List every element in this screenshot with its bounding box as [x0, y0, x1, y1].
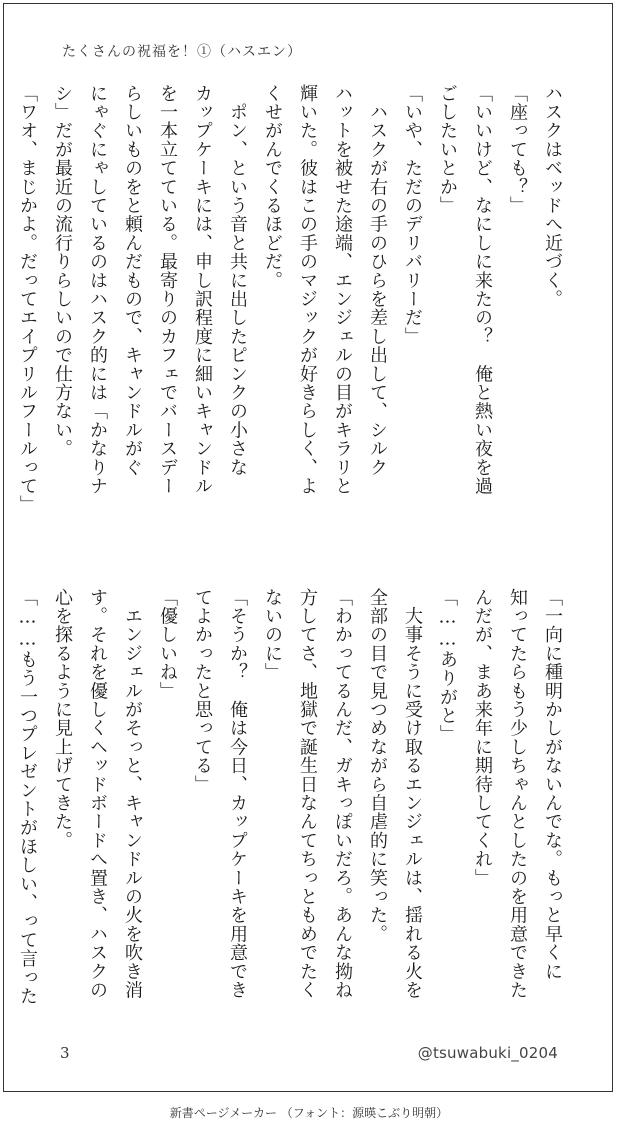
running-title: たくさんの祝福を！①（ハスエン） — [62, 44, 302, 60]
author-handle: @tsuwabuki_0204 — [417, 1044, 558, 1062]
page-frame — [3, 3, 613, 1092]
text-block-lower: 「一向に種明かしがないんでな。もっと早くに 知ってたらもう少しちゃんとしたのを用意できた んだが、まあ来年に期待してくれ」 「……ありがと」 大事そうに受け取るエンジェルは、揺れる火を 全部の目で見つめながら自虐的に笑った。 「わかってるんだ、ガキっぽいだろ。あんな拗ね 方してさ、地獄で誕生日なんてちっともめでたく ないのに」 「そうか？ 俺は今日、カップケーキを用意でき てよかったと思ってる」 「優しいね」 エンジェルがそっと、キャンドルの火を吹き消 す。それを優しくヘッドボードへ置き、ハスクの 心を探るように見上げてきた。 「……もう一つプレゼントがほしい、って言った — [17, 588, 563, 1006]
generator-credit: 新書ページメーカー （フォント：源暎こぶり明朝） — [169, 1106, 449, 1120]
text-block-upper: ハスクはベッドへ近づく。 「座っても？」 「いいけど、なにしに来たの？ 俺と熱い夜を過 ごしたいとか」 「いや、ただのデリバリーだ」 ハスクが右の手のひらを差し出して、シルク ハットを被せた途端、エンジェルの目がキラリと 輝いた。彼はこの手のマジックが好きらしく、よ くせがんでくるほどだ。 ポン、という音と共に出したピンクの小さな カップケーキには、申し訳程度に細いキャンドル を一本立てている。最寄りのカフェでバースデー らしいものをと頼んだもので、キャンドルがぐ にゃぐにゃしているのはハスク的には「かなりナ シ」だが最近の流行りらしいので仕方ない。 「ワオ、まじかよ。だってエイプリルフールって」 — [17, 84, 563, 515]
page-number: 3 — [60, 1044, 70, 1062]
